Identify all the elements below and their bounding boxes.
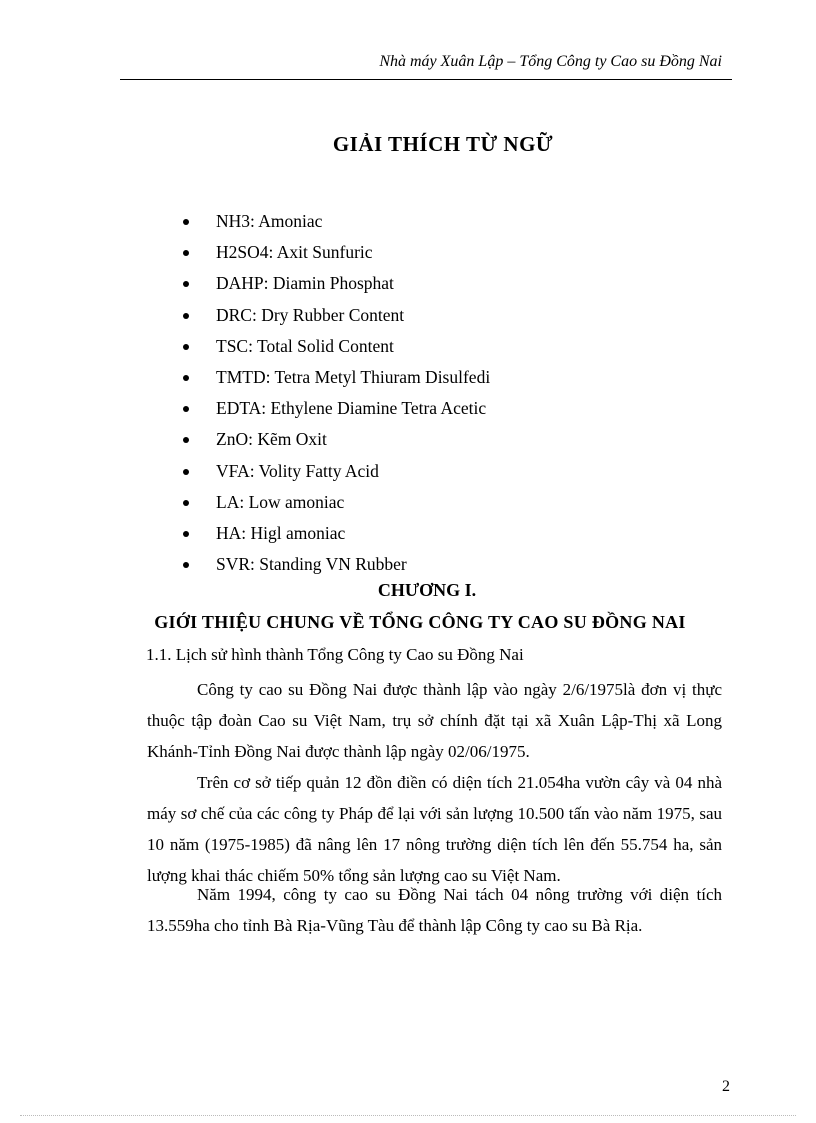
- glossary-list: [183, 206, 490, 580]
- bullet-icon: [183, 531, 189, 537]
- glossary-item: [183, 487, 490, 518]
- glossary-text: DRC: Dry Rubber Content: [216, 304, 405, 325]
- glossary-text: NH3: Amoniac: [216, 211, 323, 231]
- glossary-text: TMTD: Tetra Metyl Thiuram Disulfedi: [216, 366, 491, 387]
- glossary-text: VFA: Volity Fatty Acid: [216, 460, 379, 481]
- paragraph: Trên cơ sở tiếp quản 12 đồn điền có diện tích 21.054ha vườn cây và 04 nhà máy sơ chế của các công ty Pháp để lại với sản lượng 10.500 tấn vào năm 1975, sau 10 năm (1975-1985) đã nâng lên 17 nông trường diện tích lên đến 55.754 ha, sản lượng khai thác chiếm 50% tổng sản lượng cao su Việt Nam.: [147, 773, 722, 885]
- glossary-item: [183, 549, 490, 580]
- glossary-title: GIẢI THÍCH TỪ NGỮ: [332, 132, 554, 156]
- paragraph: Công ty cao su Đồng Nai được thành lập vào ngày 2/6/1975là đơn vị thực thuộc tập đoàn Cao su Việt Nam, trụ sở chính đặt tại xã Xuân Lập-Thị xã Long Khánh-Tỉnh Đồng Nai được thành lập ngày 02/06/1975.: [147, 680, 722, 761]
- glossary-item: [183, 237, 490, 268]
- glossary-text: LA: Low amoniac: [216, 491, 345, 512]
- glossary-text: ZnO: Kẽm Oxit: [216, 429, 327, 450]
- paragraph: Năm 1994, công ty cao su Đồng Nai tách 04 nông trường với diện tích 13.559ha cho tỉnh Bà Rịa-Vũng Tàu để thành lập Công ty cao su Bà Rịa.: [147, 885, 722, 935]
- glossary-text: DAHP: Diamin Phosphat: [216, 273, 394, 294]
- glossary-item: [183, 268, 490, 299]
- glossary-item: [183, 362, 490, 393]
- glossary-text: EDTA: Ethylene Diamine Tetra Acetic: [216, 398, 487, 419]
- bullet-icon: [183, 250, 189, 256]
- glossary-text: TSC: Total Solid Content: [216, 335, 394, 356]
- glossary-item: [183, 518, 490, 549]
- glossary-text: H2SO4: Axit Sunfuric: [216, 242, 373, 263]
- page-header: [120, 50, 732, 80]
- bullet-icon: [183, 437, 189, 443]
- glossary-text: SVR: Standing VN Rubber: [216, 554, 407, 575]
- bullet-icon: [183, 313, 189, 319]
- header-text: Nhà máy Xuân Lập – Tổng Công ty Cao su Đồng Nai: [379, 53, 722, 70]
- glossary-item: [183, 456, 490, 487]
- glossary-item: [183, 206, 490, 237]
- chapter-title: GIỚI THIỆU CHUNG VỀ TỔNG CÔNG TY CAO SU ĐỒNG NAI: [154, 612, 686, 632]
- glossary-item: [183, 393, 490, 424]
- bullet-icon: [183, 375, 189, 381]
- bullet-icon: [183, 281, 189, 287]
- glossary-item: [183, 331, 490, 362]
- bullet-icon: [183, 500, 189, 506]
- page-number: 2: [722, 1078, 730, 1095]
- bullet-icon: [183, 469, 189, 475]
- footer-divider: [20, 1115, 796, 1116]
- bullet-icon: [183, 562, 189, 568]
- bullet-icon: [183, 406, 189, 412]
- bullet-icon: [183, 344, 189, 350]
- chapter-label: CHƯƠNG I.: [377, 580, 477, 600]
- section-heading: 1.1. Lịch sử hình thành Tổng Công ty Cao su Đồng Nai: [146, 645, 524, 664]
- glossary-text: HA: Higl amoniac: [216, 522, 346, 543]
- glossary-item: [183, 424, 490, 455]
- glossary-item: [183, 300, 490, 331]
- bullet-icon: [183, 219, 189, 225]
